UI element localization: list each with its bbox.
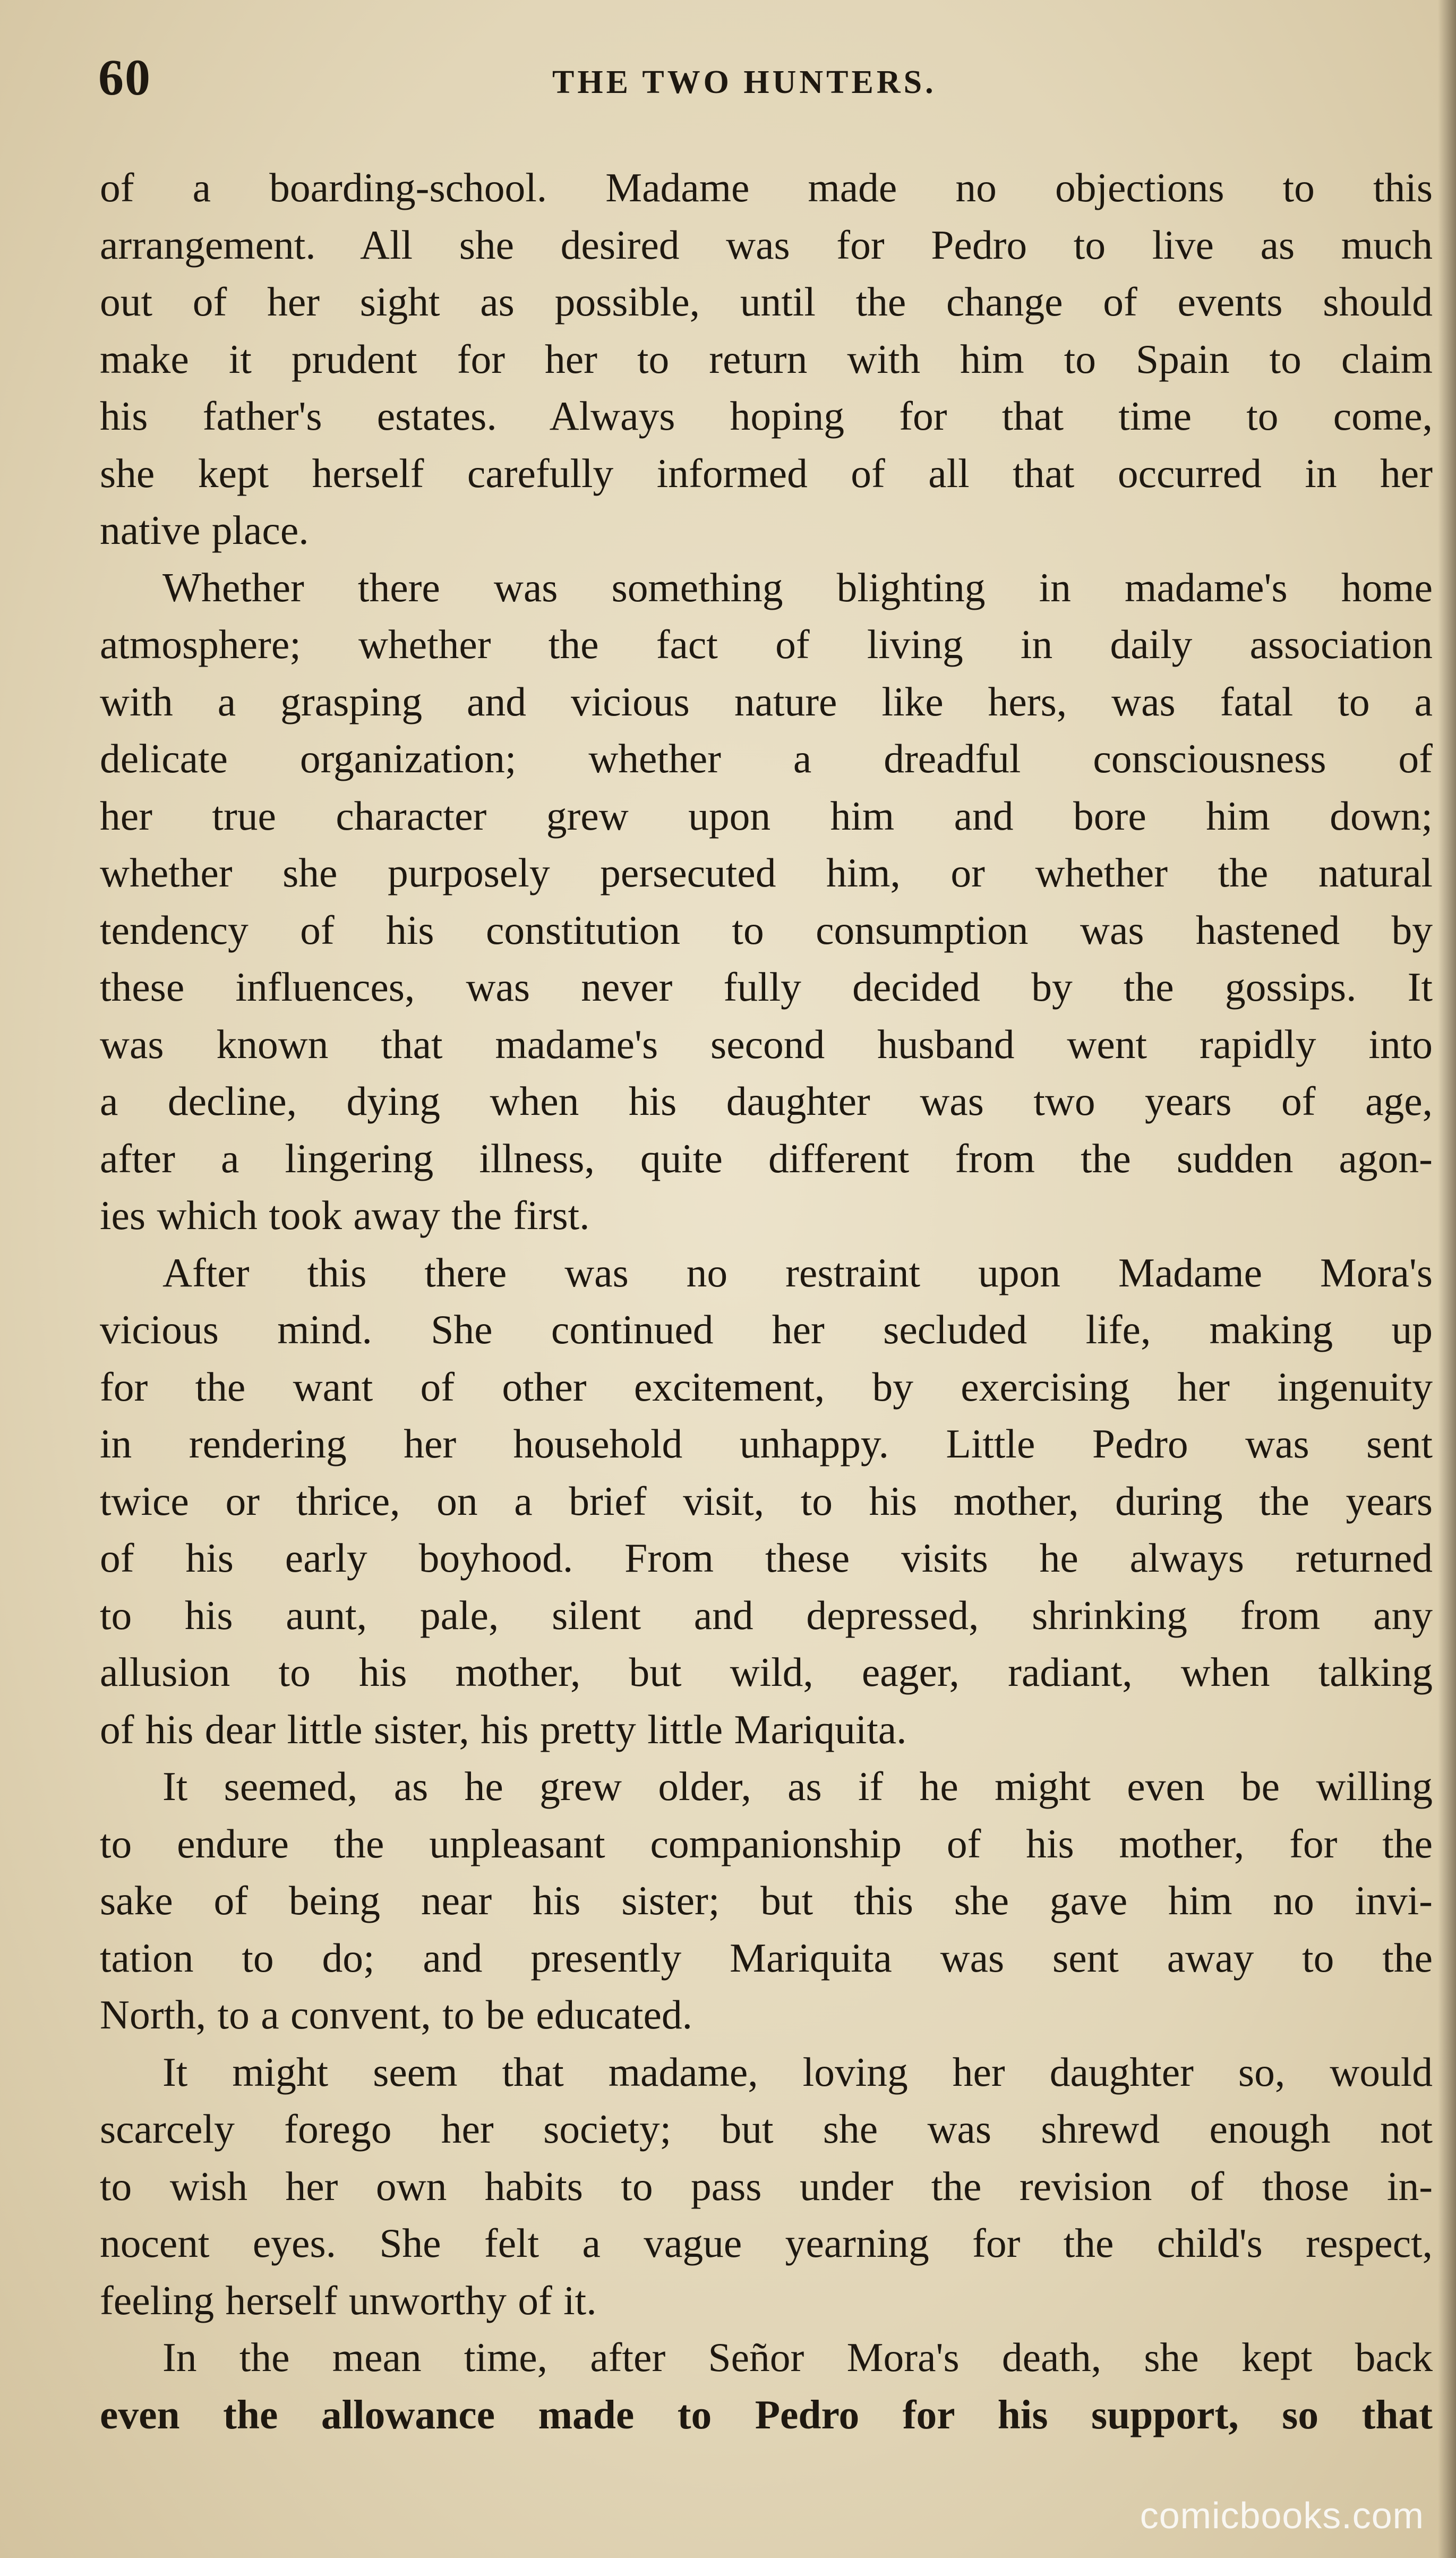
text-line: of his early boyhood. From these visits he always returned — [100, 1535, 1433, 1581]
text-line: nocent eyes. She felt a vague yearning for the child's respect, — [100, 2220, 1433, 2266]
text-line: of a boarding-school. Madame made no objections to this — [100, 165, 1433, 210]
text-line: After this there was no restraint upon Madame Mora's — [162, 1249, 1433, 1295]
text-line: allusion to his mother, but wild, eager, radiant, when talking — [100, 1649, 1433, 1695]
text-line: whether she purposely persecuted him, or whether the natural — [100, 850, 1433, 896]
text-line: to his aunt, pale, silent and depressed, shrinking from any — [100, 1592, 1433, 1638]
text-line: even the allowance made to Pedro for his support, so that — [100, 2391, 1433, 2437]
running-head: THE TWO HUNTERS. — [552, 64, 937, 100]
text-line: tendency of his constitution to consumption was hastened by — [100, 907, 1433, 953]
text-line: she kept herself carefully informed of all that occurred in her — [100, 450, 1433, 496]
text-line: tation to do; and presently Mariquita was sent away to the — [100, 1934, 1433, 1981]
text-line: arrangement. All she desired was for Pedro to live as much — [100, 221, 1433, 268]
text-line: in rendering her household unhappy. Little Pedro was sent — [100, 1421, 1433, 1466]
text-line: atmosphere; whether the fact of living in daily association — [100, 621, 1433, 667]
text-line: a decline, dying when his daughter was two years of age, — [100, 1078, 1433, 1124]
body-text — [100, 159, 1433, 2443]
paragraph — [100, 1244, 1433, 1759]
paragraph — [100, 2329, 1433, 2443]
text-line: twice or thrice, on a brief visit, to his mother, during the years — [100, 1478, 1433, 1524]
watermark: comicbooks.com — [1140, 2495, 1424, 2536]
text-line: Whether there was something blighting in madame's home — [162, 564, 1433, 610]
text-line: ies which took away the first. — [100, 1192, 590, 1238]
text-line: It seemed, as he grew older, as if he might even be willing — [162, 1763, 1433, 1809]
text-line: It might seem that madame, loving her daughter so, would — [162, 2049, 1433, 2095]
text-line: his father's estates. Always hoping for that time to come, — [100, 393, 1433, 439]
text-line: native place. — [100, 507, 309, 553]
text-line: these influences, was never fully decided by the gossips. It — [100, 964, 1433, 1010]
text-line: feeling herself unworthy of it. — [100, 2277, 597, 2323]
paragraph — [100, 1758, 1433, 2044]
text-line: of his dear little sister, his pretty little Mariquita. — [100, 1706, 907, 1752]
text-line: In the mean time, after Señor Mora's death, she kept back — [162, 2334, 1433, 2380]
text-line: to wish her own habits to pass under the revision of those in- — [100, 2163, 1433, 2209]
text-line: her true character grew upon him and bore him down; — [100, 792, 1433, 839]
text-line: make it prudent for her to return with him to Spain to claim — [100, 336, 1433, 382]
text-line: was known that madame's second husband went rapidly into — [100, 1021, 1433, 1067]
paragraph — [100, 2044, 1433, 2330]
page-edge-shadow — [1438, 0, 1456, 2558]
text-line: delicate organization; whether a dreadful consciousness of — [100, 736, 1433, 781]
text-line: with a grasping and vicious nature like hers, was fatal to a — [100, 678, 1433, 724]
page-header — [0, 42, 1456, 106]
text-line: scarcely forego her society; but she was shrewd enough not — [100, 2106, 1433, 2152]
paragraph — [100, 559, 1433, 1244]
paragraph — [100, 159, 1433, 559]
page-number: 60 — [98, 49, 151, 106]
text-line: out of her sight as possible, until the change of events should — [100, 279, 1433, 325]
text-line: after a lingering illness, quite different from the sudden agon- — [100, 1135, 1433, 1181]
text-line: for the want of other excitement, by exercising her ingenuity — [100, 1363, 1433, 1410]
text-line: sake of being near his sister; but this she gave him no invi- — [100, 1878, 1433, 1923]
text-line: North, to a convent, to be educated. — [100, 1992, 692, 2037]
text-line: to endure the unpleasant companionship of his mother, for the — [100, 1820, 1433, 1866]
text-line: vicious mind. She continued her secluded life, making up — [100, 1307, 1433, 1352]
